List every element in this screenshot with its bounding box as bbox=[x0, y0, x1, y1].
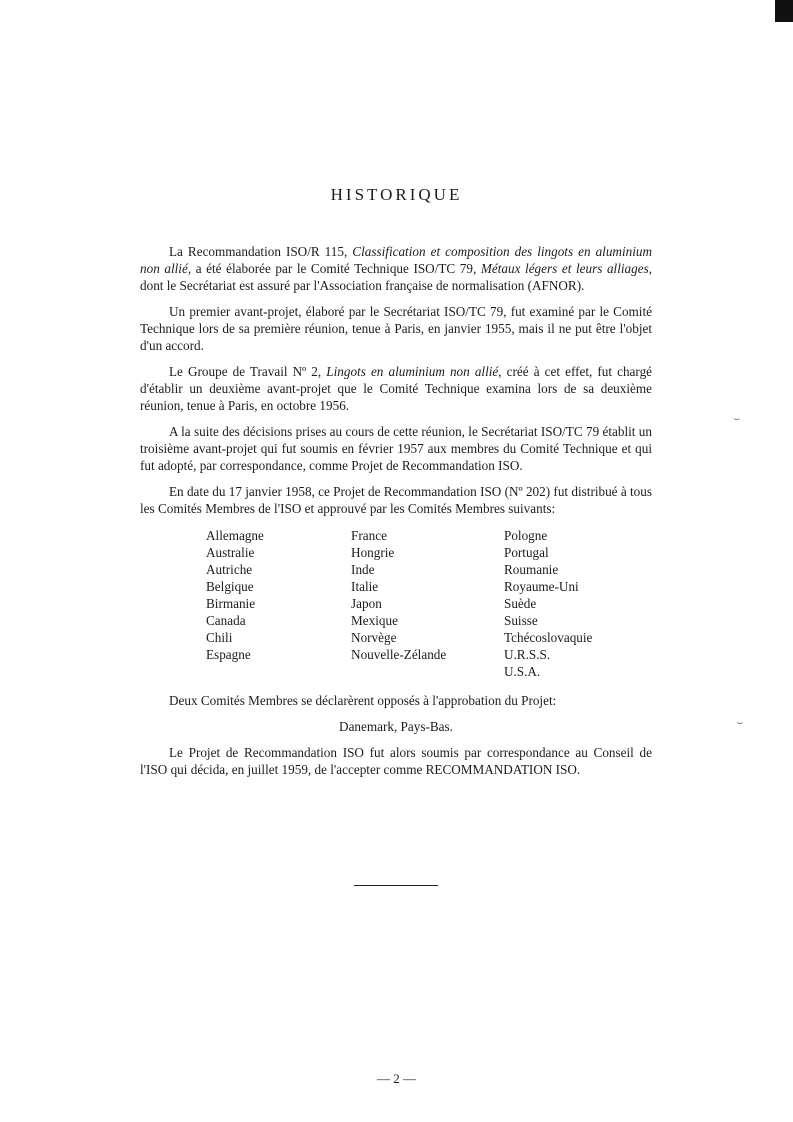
paragraph-origin bbox=[140, 243, 652, 294]
country-item: Pologne bbox=[503, 528, 548, 543]
scan-speck: ⌣ bbox=[733, 413, 741, 425]
committee-title-italic: Métaux légers et leurs alliages bbox=[480, 261, 649, 276]
country-item: Belgique bbox=[206, 579, 254, 594]
country-item: Portugal bbox=[503, 545, 549, 560]
country-item: Autriche bbox=[206, 562, 253, 577]
paragraph-text: , a été élaborée par le Comité Technique ISO/TC 79, bbox=[187, 261, 481, 276]
country-column bbox=[504, 527, 652, 680]
country-item: Chili bbox=[206, 630, 233, 645]
country-item: Australie bbox=[206, 545, 255, 560]
country-item: U.R.S.S. bbox=[503, 647, 551, 662]
page-number: — 2 — bbox=[377, 1071, 416, 1086]
document-body bbox=[140, 243, 652, 787]
country-item: Allemagne bbox=[206, 528, 264, 543]
country-item: Mexique bbox=[351, 613, 398, 628]
paragraph-opposition: Deux Comités Membres se déclarèrent opposés à l'approbation du Projet: bbox=[169, 693, 557, 708]
country-item: Tchécoslovaquie bbox=[503, 630, 593, 645]
paragraph-first-draft: Un premier avant-projet, élaboré par le Secrétariat ISO/TC 79, fut examiné par le Comité Technique lors de sa première réunion, tenue à Paris, en janvier 1955, mais il ne put être l'objet d'un accord. bbox=[140, 304, 652, 353]
country-column bbox=[351, 527, 504, 680]
country-column bbox=[206, 527, 351, 680]
paragraph-text: La Recommandation ISO/R 115, bbox=[169, 244, 353, 259]
country-item: Suède bbox=[503, 596, 537, 611]
paragraph-text: , créé à cet effet, fut chargé d'établir un deuxième avant-projet que le Comité Technique examina lors de sa deuxième réunion, tenue à Paris, en octobre 1956. bbox=[140, 364, 653, 413]
paragraph-distribution: En date du 17 janvier 1958, ce Projet de Recommandation ISO (Nº 202) fut distribué à tous les Comités Membres de l'ISO et approuvé par les Comités Membres suivants: bbox=[140, 484, 652, 516]
opposed-countries: Danemark, Pays-Bas. bbox=[339, 719, 453, 734]
country-item: Inde bbox=[351, 562, 375, 577]
country-item: Espagne bbox=[206, 647, 251, 662]
document-title-italic: Classification et composition des lingots en aluminium non allié bbox=[140, 244, 652, 276]
scan-speck: ⌣ bbox=[736, 717, 744, 729]
country-item: Hongrie bbox=[351, 545, 395, 560]
section-divider bbox=[354, 885, 438, 886]
country-item: Birmanie bbox=[206, 596, 256, 611]
paragraph-third-draft: A la suite des décisions prises au cours de cette réunion, le Secrétariat ISO/TC 79 établit un troisième avant-projet qui fut soumis en février 1957 aux membres du Comité Technique et qui fut adopté, par correspondance, comme Projet de Recommandation ISO. bbox=[140, 424, 652, 473]
country-item: France bbox=[351, 528, 387, 543]
country-item: Roumanie bbox=[503, 562, 559, 577]
country-item: Norvège bbox=[351, 630, 397, 645]
paragraph-text: , dont le Secrétariat est assuré par l'Association française de normalisation (AFNOR). bbox=[140, 261, 652, 293]
approving-countries-list bbox=[206, 527, 652, 680]
country-item: Japon bbox=[351, 596, 382, 611]
country-item: Italie bbox=[351, 579, 379, 594]
country-item: Nouvelle-Zélande bbox=[351, 647, 447, 662]
paragraph-working-group bbox=[140, 363, 652, 414]
scan-edge-mark bbox=[775, 0, 793, 22]
country-item: Suisse bbox=[503, 613, 538, 628]
page-title: HISTORIQUE bbox=[330, 185, 463, 205]
country-item: Royaume-Uni bbox=[503, 579, 579, 594]
paragraph-text: Le Groupe de Travail Nº 2, bbox=[169, 364, 327, 379]
working-group-title-italic: Lingots en aluminium non allié bbox=[326, 364, 499, 379]
paragraph-acceptance: Le Projet de Recommandation ISO fut alors soumis par correspondance au Conseil de l'ISO qui décida, en juillet 1959, de l'accepter comme RECOMMANDATION ISO. bbox=[140, 745, 652, 777]
country-item: Canada bbox=[206, 613, 246, 628]
country-item: U.S.A. bbox=[503, 664, 541, 679]
